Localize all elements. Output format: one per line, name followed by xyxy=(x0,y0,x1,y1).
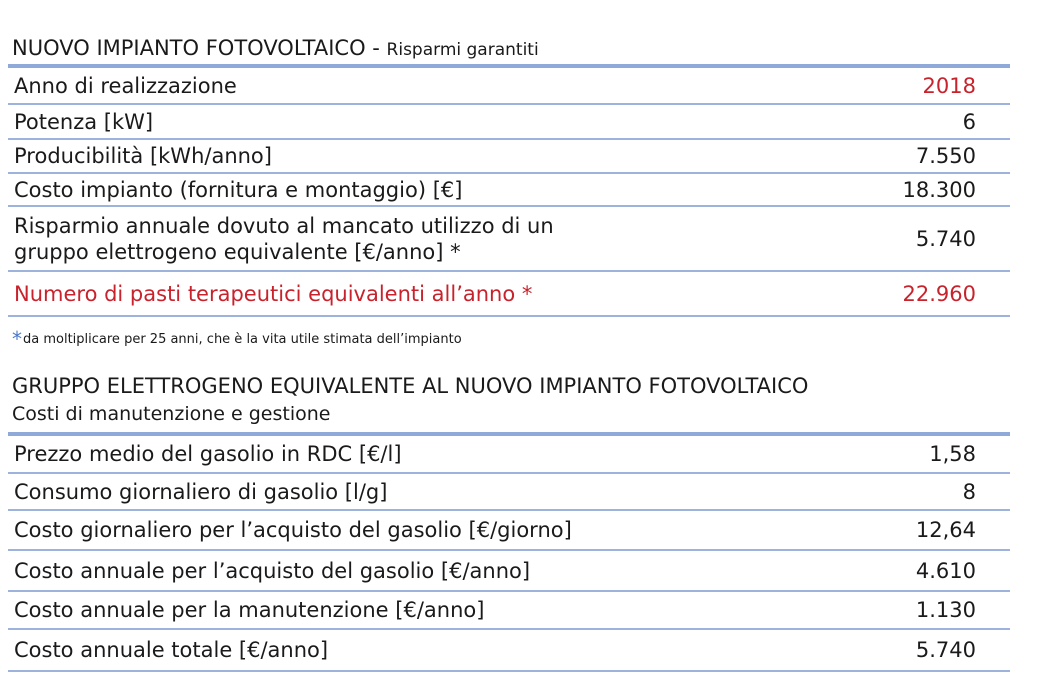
table-row xyxy=(8,272,1010,317)
row-value: 1.130 xyxy=(915,598,976,622)
table-row xyxy=(8,592,1010,630)
section2-title: GRUPPO ELETTROGENO EQUIVALENTE AL NUOVO IMPIANTO FOTOVOLTAICO xyxy=(12,374,809,398)
row-value: 1,58 xyxy=(929,442,976,466)
row-value: 6 xyxy=(962,109,976,134)
row-value: 7.550 xyxy=(915,144,976,168)
row-label: Potenza [kW] xyxy=(14,109,154,134)
section1-table xyxy=(8,64,1010,317)
footnote xyxy=(12,327,462,351)
row-label: Producibilità [kWh/anno] xyxy=(14,144,272,168)
table-row xyxy=(8,511,1010,551)
row-value: 4.610 xyxy=(915,558,976,583)
row-value: 2018 xyxy=(922,73,976,98)
row-label: Prezzo medio del gasolio in RDC [€/l] xyxy=(14,442,402,466)
footnote-star-icon: * xyxy=(12,327,22,351)
table-row xyxy=(8,436,1010,474)
row-value: 18.300 xyxy=(902,177,976,202)
section2-subtitle: Costi di manutenzione e gestione xyxy=(12,403,331,425)
table-row xyxy=(8,474,1010,511)
row-value: 12,64 xyxy=(915,518,976,542)
table-row xyxy=(8,630,1010,672)
row-label: Costo annuale totale [€/anno] xyxy=(14,638,329,662)
row-label: Anno di realizzazione xyxy=(14,73,237,98)
table-row xyxy=(8,68,1010,105)
row-label-line2: gruppo elettrogeno equivalente [€/anno] * xyxy=(14,239,461,264)
section1-title xyxy=(12,36,539,62)
row-label-line1: Risparmio annuale dovuto al mancato utilizzo di un xyxy=(14,213,554,238)
row-label: Numero di pasti terapeutici equivalenti all’anno * xyxy=(14,281,533,306)
row-value: 8 xyxy=(962,479,976,504)
section2-table xyxy=(8,432,1010,672)
row-label: Costo annuale per la manutenzione [€/anno] xyxy=(14,598,485,622)
table-row xyxy=(8,174,1010,207)
table-row xyxy=(8,140,1010,174)
row-label: Consumo giornaliero di gasolio [l/g] xyxy=(14,479,388,504)
table-row xyxy=(8,551,1010,592)
section1-title-main: NUOVO IMPIANTO FOTOVOLTAICO - xyxy=(12,36,387,60)
row-value: 5.740 xyxy=(915,638,976,662)
table-row xyxy=(8,105,1010,140)
section1-title-sub: Risparmi garantiti xyxy=(386,40,539,60)
footnote-text: da moltiplicare per 25 anni, che è la vita utile stimata dell’impianto xyxy=(23,332,462,347)
row-label: Costo annuale per l’acquisto del gasolio [€/anno] xyxy=(14,558,531,583)
row-label: Costo giornaliero per l’acquisto del gasolio [€/giorno] xyxy=(14,518,572,542)
row-label: Costo impianto (fornitura e montaggio) [€] xyxy=(14,177,463,202)
table-row xyxy=(8,207,1010,272)
row-label xyxy=(8,213,916,265)
row-value: 22.960 xyxy=(902,281,976,306)
row-value: 5.740 xyxy=(915,226,976,251)
